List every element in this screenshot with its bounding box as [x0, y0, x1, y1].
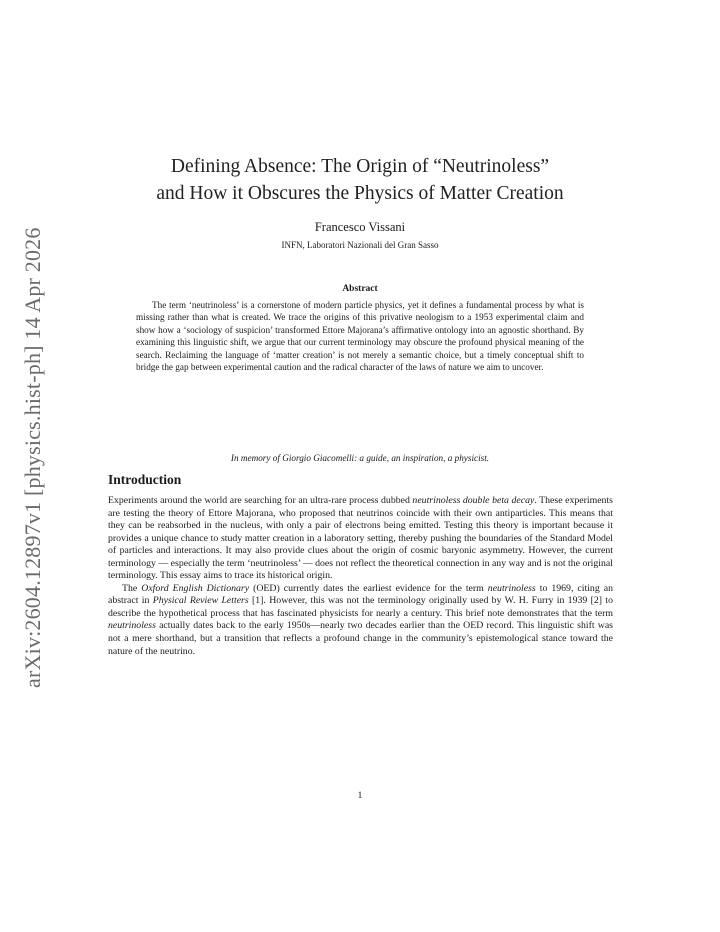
- paragraph-2: [108, 583, 613, 658]
- abstract-heading: Abstract: [342, 284, 378, 294]
- page-number: 1: [357, 790, 363, 801]
- oed-title: Oxford English Dictionary: [141, 582, 250, 594]
- section-heading-introduction: Introduction: [108, 472, 182, 487]
- abstract-text: The term ‘neutrinoless’ is a cornerstone of modern particle physics, yet it defines a fundamental process by what is missing rather than what is created. We trace the origins of this privative neologism to a 1953 experimental claim and show how a ‘sociology of suspicion’ transformed Ettore Majorana’s affirmative ontology into an agnostic shorthand. By examining this linguistic shift, we argue that our current terminology may obscure the profound physical meaning of the search. Reclaiming the language of ‘matter creation’ is not merely a semantic choice, but a timely conceptual shift to bridge the gap between experimental caution and the radical character of the laws of nature we aim to uncover.: [136, 300, 584, 373]
- title-line-1: Defining Absence: The Origin of “Neutrinoless”: [170, 156, 550, 177]
- dedication: In memory of Giorgio Giacomelli: a guide, an inspiration, a physicist.: [230, 453, 490, 463]
- introduction-body: [108, 495, 613, 658]
- paper-title: [108, 153, 612, 207]
- paragraph-1-text: Experiments around the world are searching for an ultra-rare process dubbed: [108, 495, 413, 506]
- term-neutrinoless: neutrinoless: [487, 582, 536, 594]
- term-neutrinoless: neutrinoless: [108, 620, 156, 632]
- paragraph-2-text: (OED) currently dates the earliest evidence for the term: [249, 582, 488, 594]
- author-name: Francesco Vissani: [314, 220, 406, 234]
- paragraph-2-text: actually dates back to the early 1950s—nearly two decades earlier than the OED record. This linguistic shift was not a mere shorthand, but a transition that reflects a profound change in the community’s epistemological stance toward the nature of the neutrino.: [108, 620, 613, 657]
- paragraph-2-text: to 1969, citing an abstract in: [108, 582, 613, 607]
- paragraph-2-text: The: [122, 582, 142, 594]
- paragraph-1-term: neutrinoless double beta decay: [412, 495, 535, 506]
- paragraph-1: [108, 495, 613, 583]
- author-affiliation: INFN, Laboratori Nazionali del Gran Sasso: [281, 240, 439, 250]
- paragraph-2-text: [1]. However, this was not the terminology originally used by W. H. Furry in 1939 [2] to describe the hypothetical process that has fascinated physicists for nearly a century. This brief note demonstrates that the term: [108, 595, 613, 619]
- title-line-2: and How it Obscures the Physics of Matter Creation: [156, 183, 564, 204]
- paragraph-1-text-rest: . These experiments are testing the theory of Ettore Majorana, who proposed that neutrinos coincide with their own antiparticles. This means that they can be reabsorbed in the nucleus, with only a pair of electrons being emitted. Testing this theory is important because it provides a unique chance to study matter creation in a laboratory setting, thereby pushing the boundaries of the Standard Model of particles and interactions. It may also provide clues about the origin of cosmic baryonic asymmetry. However, the current terminology — especially the term ‘neutrinoless’ — does not reflect the theoretical connection in any way and is not the original terminology. This essay aims to trace its historical origin.: [108, 495, 613, 582]
- arxiv-identifier: arXiv:2604.12897v1 [physics.hist-ph] 14 Apr 2026: [20, 227, 45, 688]
- journal-title: Physical Review Letters: [152, 595, 249, 607]
